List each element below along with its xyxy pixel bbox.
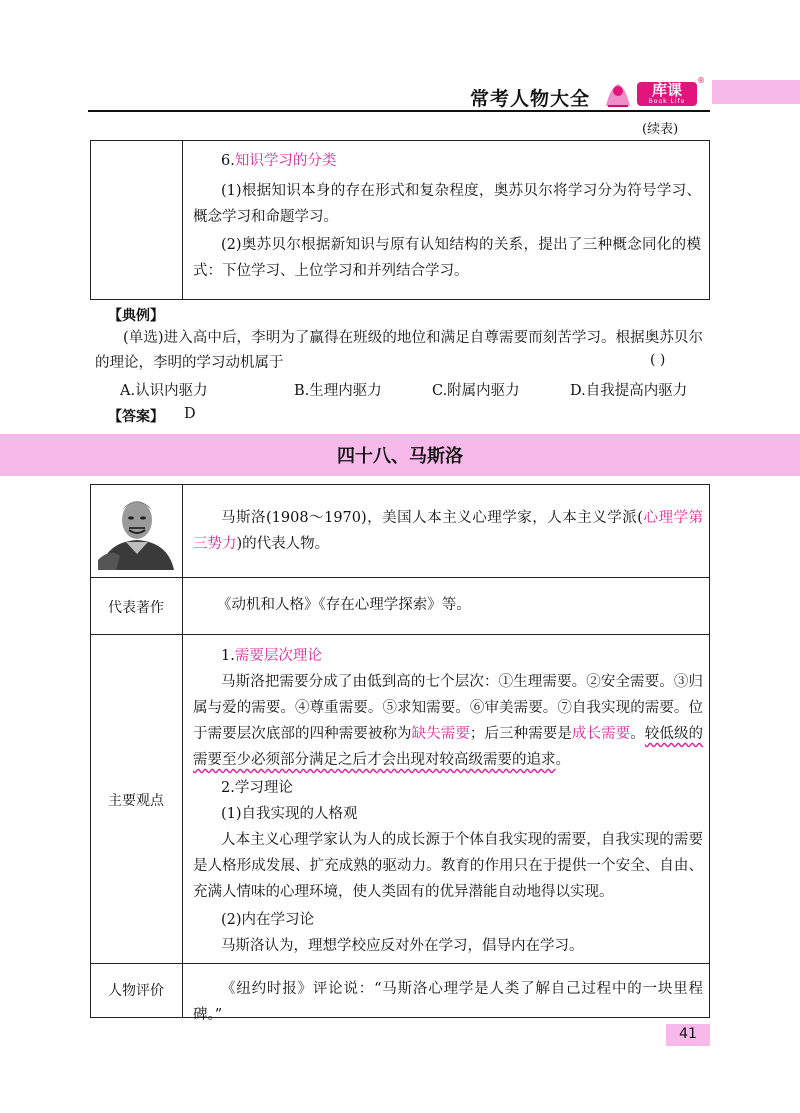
view-1-text-a: 马斯洛把需要分成了由低到高的七个层次：①生理需要。②安全需要。③归属与爱的需要。④尊重需要。⑤求知需要。⑥审美需要。⑦自我实现的需要。位于需要层次底部的四种需要被称为	[193, 674, 703, 742]
view-1-text-c: 。	[630, 726, 645, 742]
brand-logo	[637, 82, 697, 106]
topic-heading-number: 6.	[221, 153, 235, 169]
section-title: 四十八、马斯洛	[337, 446, 463, 467]
topic-heading	[221, 148, 701, 174]
maslow-portrait-image	[96, 490, 178, 570]
view-1-heading	[221, 643, 701, 669]
view-1-text-b: ；后三种需要是	[469, 726, 572, 742]
continued-label: (续表)	[642, 122, 679, 137]
option-c: C.附属内驱力	[432, 383, 520, 399]
option-a: A.认识内驱力	[120, 383, 208, 399]
example-label: 【典例】	[108, 308, 164, 324]
answer-value: D	[184, 406, 196, 422]
intro-text-a: 马斯洛(1908～1970)，美国人本主义心理学家，人本主义学派(	[221, 510, 643, 526]
intro-text-b: )的代表人物。	[236, 536, 330, 552]
registered-mark: ®	[697, 76, 705, 85]
view-2-1-paragraph: 人本主义心理学家认为人的成长源于个体自我实现的需要，自我实现的需要是人格形成发展、扩充成熟的驱动力。教育的作用只在于提供一个安全、自由、充满人情味的心理环境，使人类固有的优异潜能自动地得以实现。	[193, 832, 703, 900]
topic-paragraph-1: (1)根据知识本身的存在形式和复杂程度，奥苏贝尔将学习分为符号学习、概念学习和命题学习。	[193, 183, 701, 225]
row-divider-1	[90, 577, 710, 578]
view-1-paragraph	[193, 669, 703, 773]
view-2-1-heading: (1)自我实现的人格观	[221, 806, 358, 822]
view-1-title: 需要层次理论	[234, 648, 322, 664]
views-label: 主要观点	[108, 793, 164, 809]
header-pink-tab	[712, 80, 800, 104]
row-divider-3	[90, 963, 710, 964]
key-point-wavy: 较低级的需要至少必须部分满足之后才会出现对较高级需要的追求	[193, 726, 704, 768]
view-1-end: 。	[555, 752, 570, 768]
logo-sub-text: Book Life	[648, 98, 686, 105]
page-number: 41	[679, 1026, 697, 1042]
example-question: (单选)进入高中后，李明为了赢得在班级的地位和满足自尊需要而刻苦学习。根据奥苏贝尔的理论，李明的学习动机属于	[95, 330, 703, 371]
works-label: 代表著作	[108, 600, 164, 616]
view-2-heading: 2.学习理论	[221, 780, 293, 796]
growth-needs: 成长需要	[571, 726, 631, 742]
view-1-number: 1.	[221, 648, 235, 664]
topic-heading-text: 知识学习的分类	[234, 153, 337, 169]
answer-label: 【答案】	[108, 409, 164, 425]
header-title: 常考人物大全	[469, 88, 590, 110]
evaluation-text: 《纽约时报》评论说：“马斯洛心理学是人类了解自己过程中的一块里程碑。”	[193, 981, 703, 1023]
intro-highlight: 心理学第三势力	[193, 510, 703, 552]
works-text: 《动机和人格》《存在心理学探索》等。	[217, 597, 471, 613]
option-d: D.自我提高内驱力	[570, 383, 688, 399]
view-2-2-heading: (2)内在学习论	[221, 912, 315, 928]
header-rule	[88, 110, 710, 112]
view-2-2-paragraph: 马斯洛认为，理想学校应反对外在学习，倡导内在学习。	[221, 938, 584, 954]
row-divider-2	[90, 634, 710, 635]
table-divider	[182, 140, 183, 300]
maslow-intro	[193, 505, 703, 557]
topic-paragraph-2: (2)奥苏贝尔根据新知识与原有认知结构的关系，提出了三种概念同化的模式：下位学习、上位学习和并列结合学习。	[193, 237, 701, 279]
evaluation-label: 人物评价	[108, 983, 164, 999]
deficiency-needs: 缺失需要	[411, 726, 470, 742]
maslow-col-divider	[182, 484, 183, 1018]
mascot-icon	[602, 80, 634, 108]
option-b: B.生理内驱力	[294, 383, 382, 399]
answer-bracket: ( )	[650, 352, 666, 368]
logo-main-text: 库课	[651, 81, 682, 99]
